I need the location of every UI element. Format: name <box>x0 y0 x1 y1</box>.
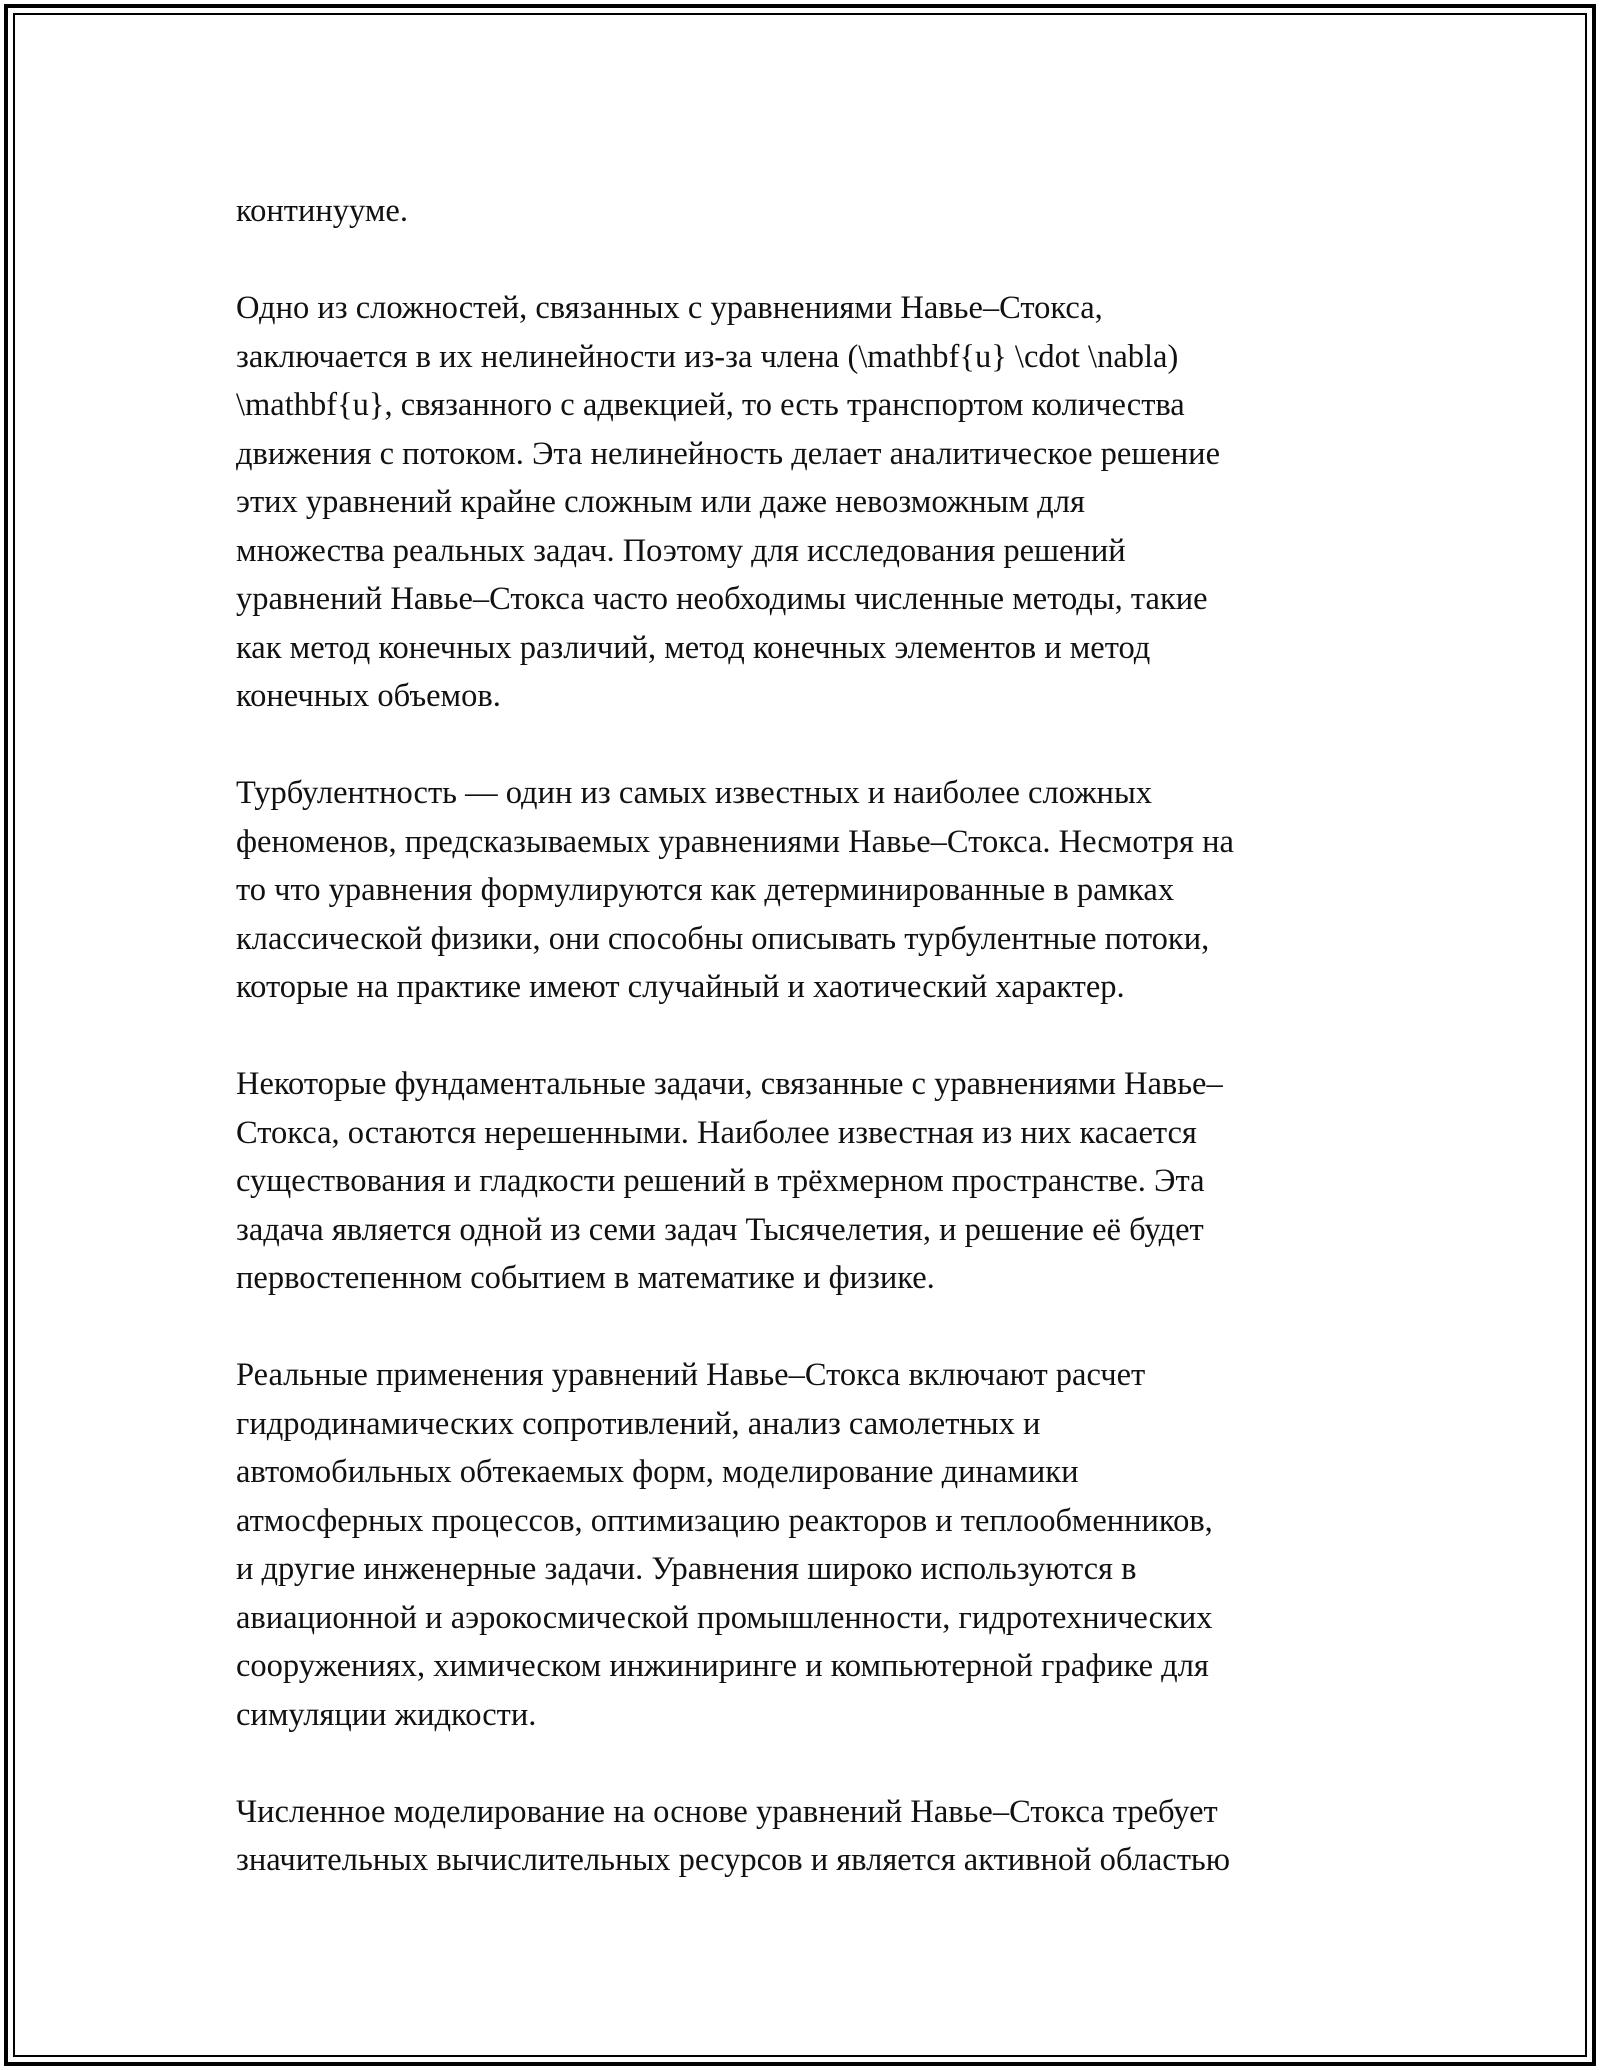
document-body <box>236 187 1366 1933</box>
paragraph: Одно из сложностей, связанных с уравнениями Навье–Стокса, заключается в их нелинейности из-за члена (\mathbf{u} \cdot \nabla) \mathbf{u}, связанного с адвекцией, то есть транспортом количества движения с потоком. Эта нелинейность делает аналитическое решение этих уравнений крайне сложным или даже невозможным для множества реальных задач. Поэтому для исследования решений уравнений Навье–Стокса часто необходимы численные методы, такие как метод конечных различий, метод конечных элементов и метод конечных объемов. <box>236 290 1220 714</box>
paragraph: континууме. <box>236 193 408 229</box>
paragraph: Реальные применения уравнений Навье–Стокса включают расчет гидродинамических сопротивлений, анализ самолетных и автомобильных обтекаемых форм, моделирование динамики атмосферных процессов, оптимизацию реакторов и теплообменников, и другие инженерные задачи. Уравнения широко используются в авиационной и аэрокосмической промышленности, гидротехнических сооружениях, химическом инжиниринге и компьютерной графике для симуляции жидкости. <box>236 1357 1213 1733</box>
paragraph: Некоторые фундаментальные задачи, связанные с уравнениями Навье– Стокса, остаются нерешенными. Наиболее известная из них касается существования и гладкости решений в трёхмерном пространстве. Эта задача является одной из семи задач Тысячелетия, и решение её будет первостепенном событием в математике и физике. <box>236 1066 1223 1296</box>
paragraph: Турбулентность — один из самых известных и наиболее сложных феноменов, предсказываемых уравнениями Навье–Стокса. Несмотря на то что уравнения формулируются как детерминированные в рамках классической физики, они способны описывать турбулентные потоки, которые на практике имеют случайный и хаотический характер. <box>236 775 1234 1005</box>
paragraph: Численное моделирование на основе уравнений Навье–Стокса требует значительных вычислительных ресурсов и является активной областью <box>236 1793 1231 1878</box>
